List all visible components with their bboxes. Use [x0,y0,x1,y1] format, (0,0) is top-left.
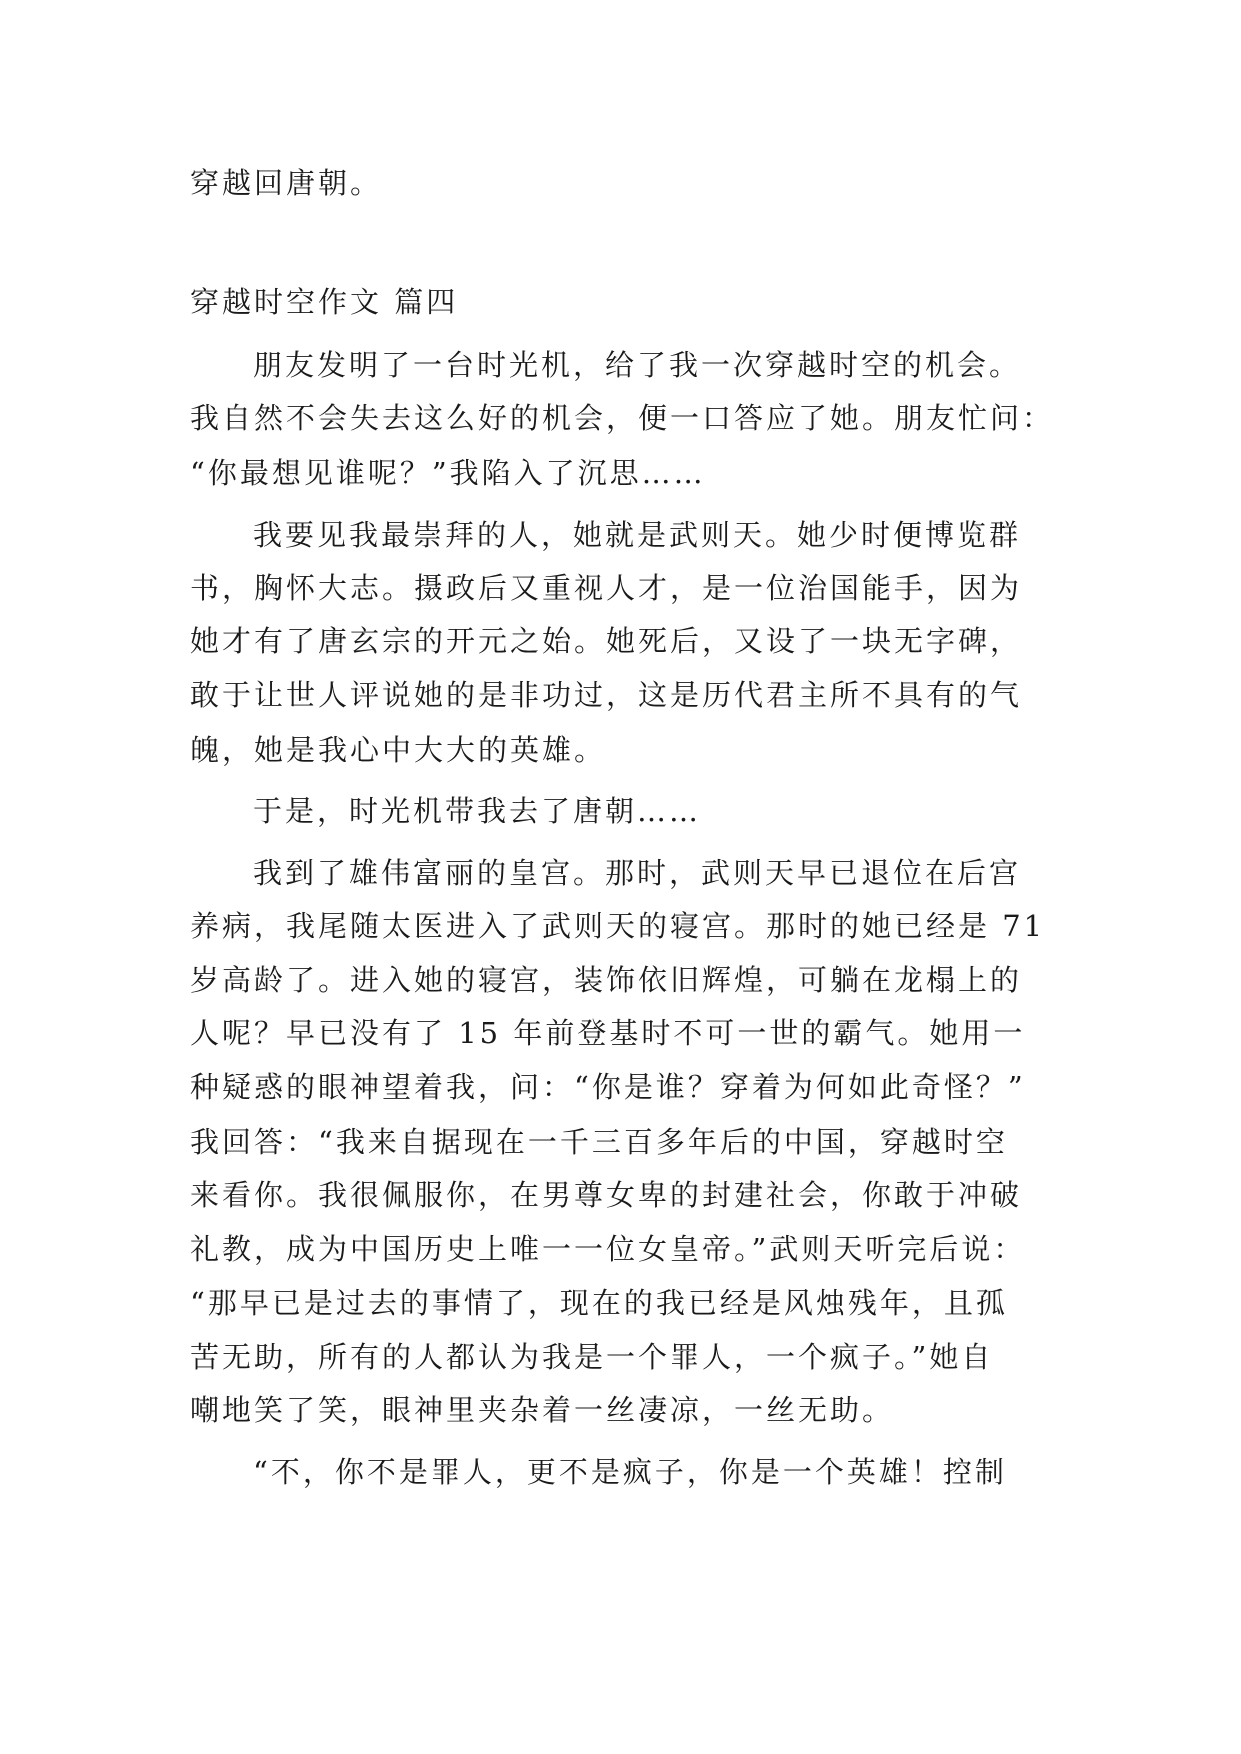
paragraph-line: 于是，时光机带我去了唐朝…… [253,794,702,828]
paragraph-line: 书，胸怀大志。摄政后又重视人才，是一位治国能手，因为 [190,571,1023,605]
paragraph-line: “你最想见谁呢？”我陷入了沉思…… [190,456,706,490]
paragraph-line: 我到了雄伟富丽的皇宫。那时，武则天早已退位在后宫 [253,856,1022,890]
paragraph-line: “那早已是过去的事情了，现在的我已经是风烛残年，且孤 [190,1286,1008,1320]
paragraph-line: 岁高龄了。进入她的寝宫，装饰依旧辉煌，可躺在龙榻上的 [190,963,1023,997]
section-heading: 穿越时空作文 篇四 [190,285,459,319]
paragraph-line: 朋友发明了一台时光机，给了我一次穿越时空的机会。 [253,348,1022,382]
paragraph-line: 来看你。我很佩服你，在男尊女卑的封建社会，你敢于冲破 [190,1178,1023,1212]
paragraph-line: “不，你不是罪人，更不是疯子，你是一个英雄！控制 [253,1455,1007,1489]
paragraph-line: 种疑惑的眼神望着我，问：“你是谁？穿着为何如此奇怪？” [190,1070,1026,1104]
paragraph-line: 穿越回唐朝。 [190,166,383,200]
paragraph-line: 我要见我最崇拜的人，她就是武则天。她少时便博览群 [253,518,1022,552]
paragraph-line: 敢于让世人评说她的是非功过，这是历代君主所不具有的气 [190,678,1023,712]
paragraph-line: 礼教，成为中国历史上唯一一位女皇帝。”武则天听完后说： [190,1232,1026,1266]
paragraph-line: 魄，她是我心中大大的英雄。 [190,733,607,767]
paragraph-line: 养病，我尾随太医进入了武则天的寝宫。那时的她已经是 71 [190,909,1046,943]
paragraph-line: 人呢？早已没有了 15 年前登基时不可一世的霸气。她用一 [190,1016,1026,1050]
paragraph-line: 苦无助，所有的人都认为我是一个罪人，一个疯子。”她自 [190,1340,994,1374]
paragraph-line: 我回答：“我来自据现在一千三百多年后的中国，穿越时空 [190,1125,1008,1159]
paragraph-line: 她才有了唐玄宗的开元之始。她死后，又设了一块无字碑， [190,624,1023,658]
paragraph-line: 嘲地笑了笑，眼神里夹杂着一丝凄凉，一丝无助。 [190,1393,895,1427]
paragraph-line: 我自然不会失去这么好的机会，便一口答应了她。朋友忙问： [190,401,1055,435]
